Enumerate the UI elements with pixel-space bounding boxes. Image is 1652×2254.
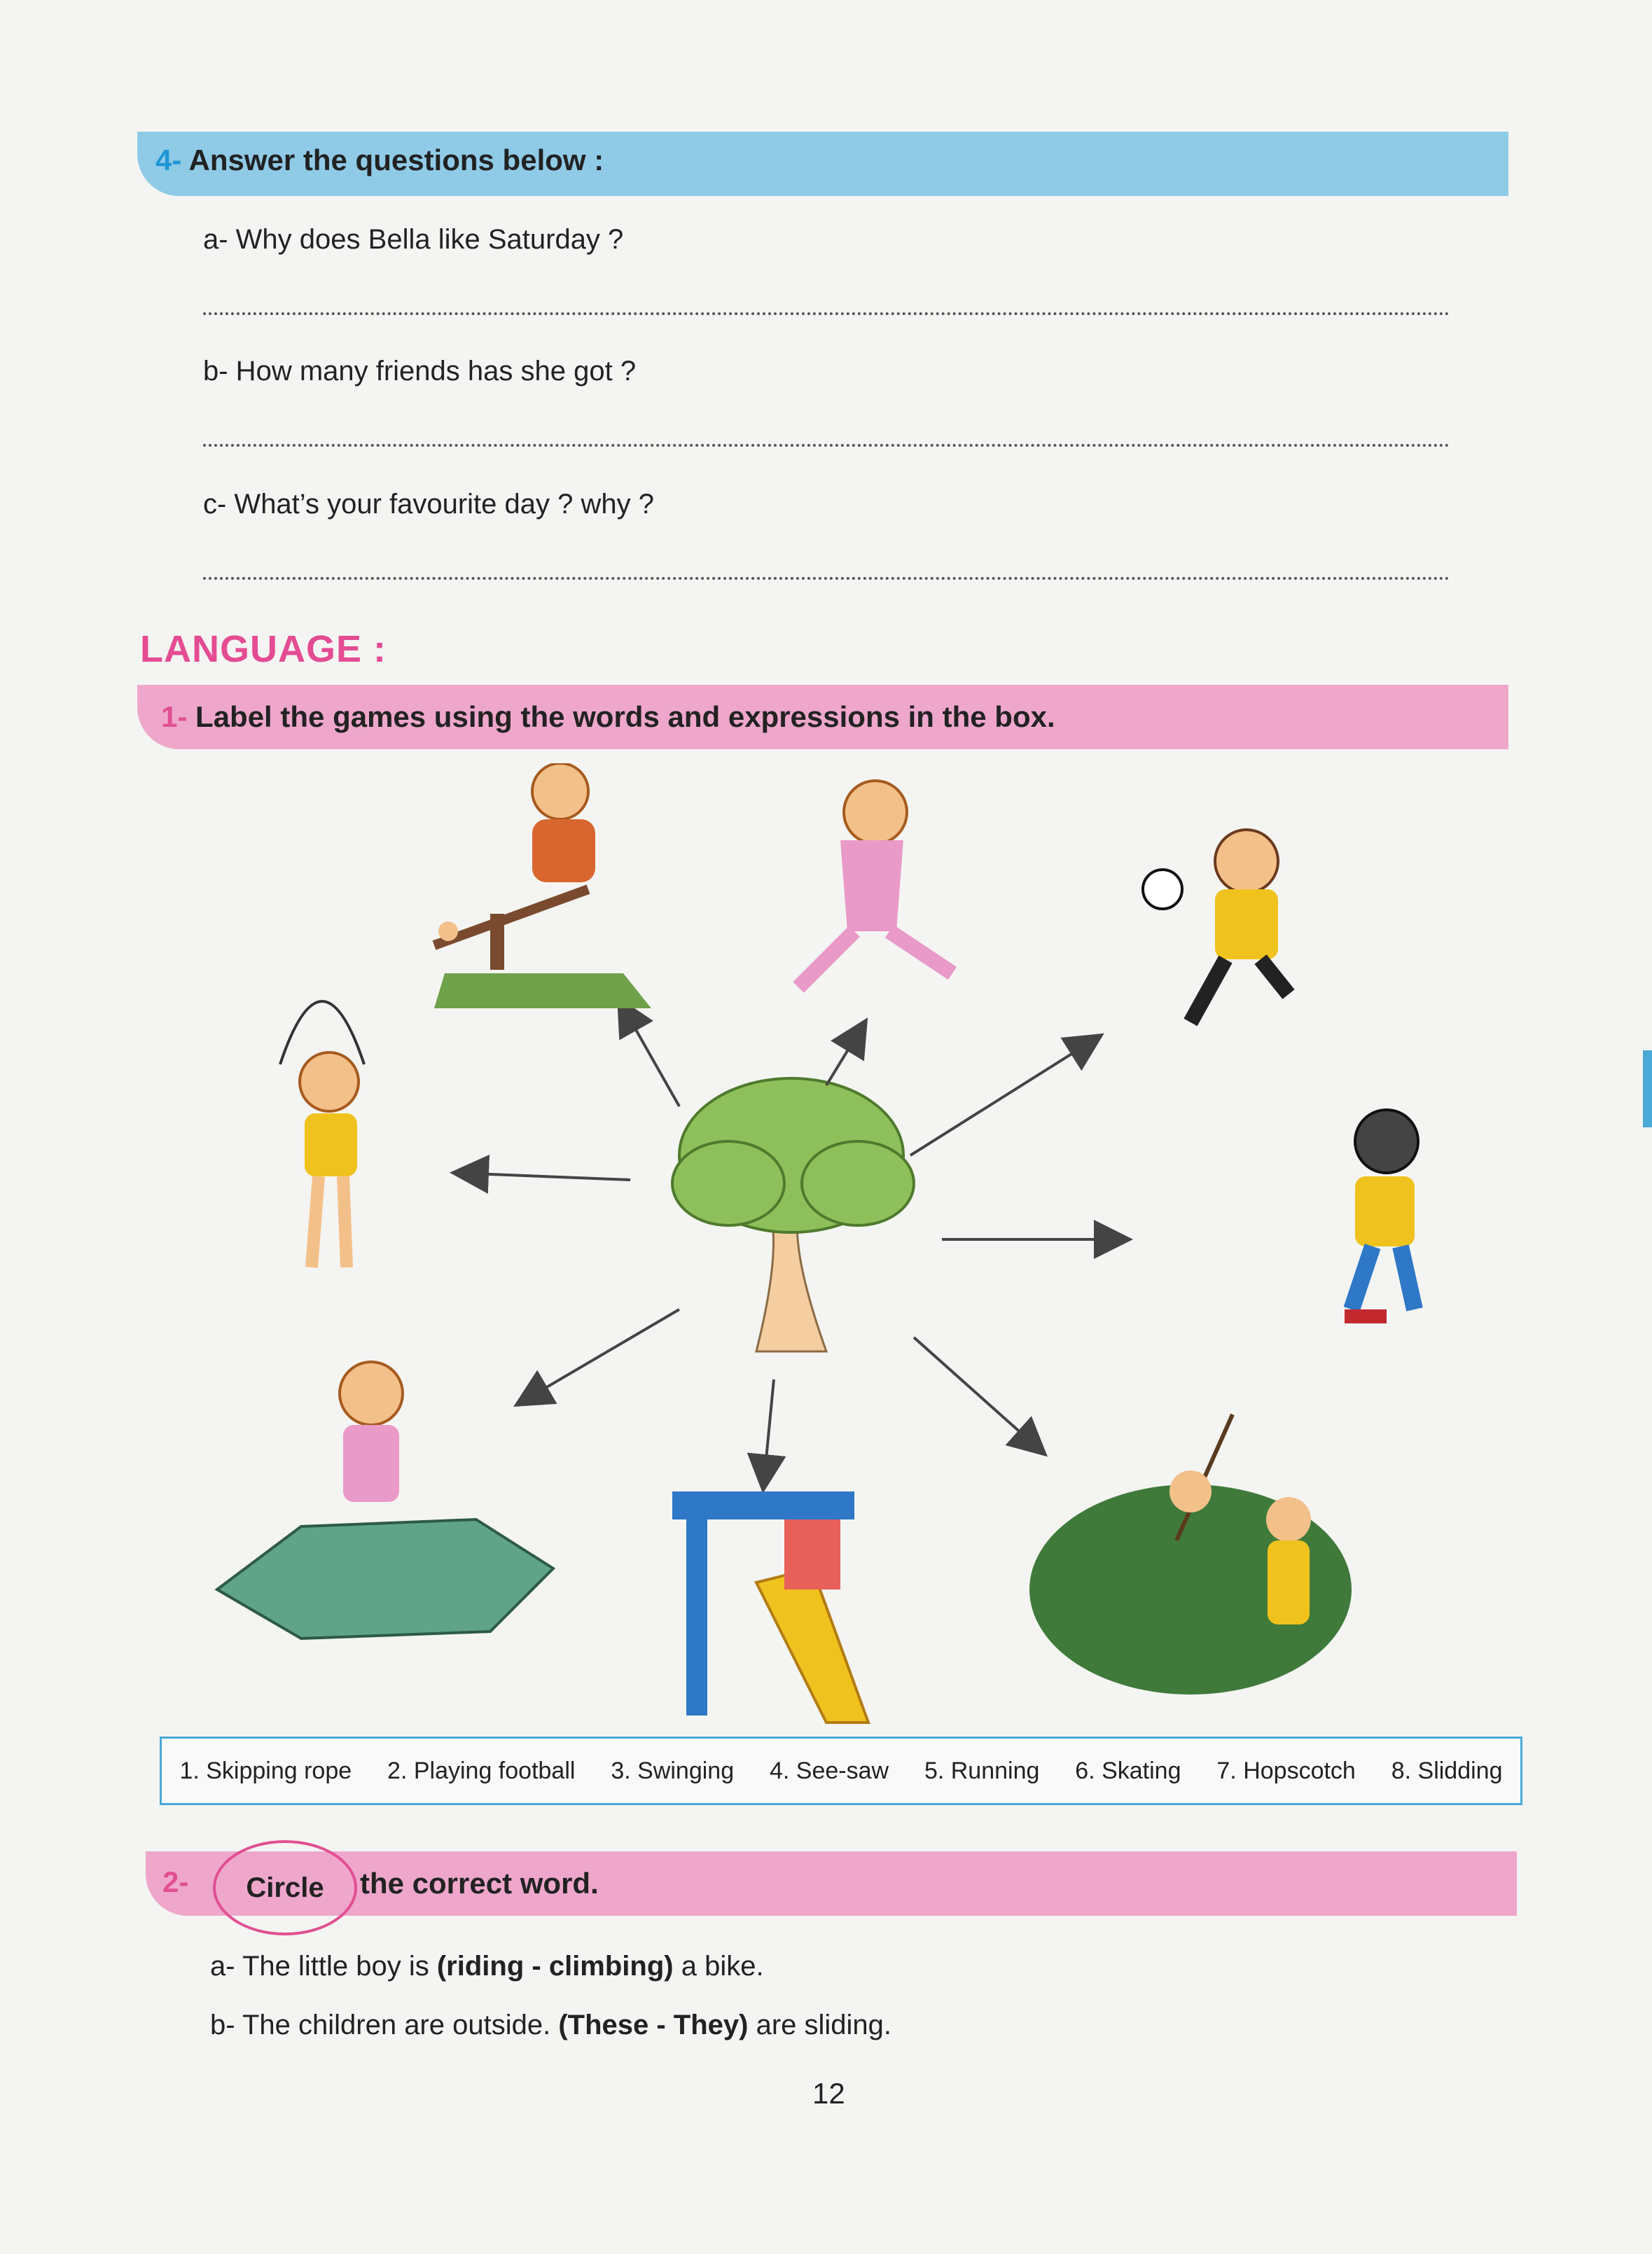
language-heading: LANGUAGE :	[140, 628, 387, 670]
circle-word-badge: Circle	[213, 1840, 357, 1935]
word-option: 7. Hopscotch	[1216, 1757, 1356, 1784]
exercise-4-title	[155, 144, 604, 177]
exercise-4-number: 4-	[155, 144, 182, 176]
word-option: 4. See-saw	[769, 1757, 889, 1784]
word-option: 3. Swinging	[611, 1757, 735, 1784]
running-illustration	[798, 781, 952, 987]
slide-illustration	[672, 1491, 868, 1723]
side-tab	[1643, 1050, 1652, 1127]
sentence-a-start: a- The little boy is	[210, 1951, 437, 1982]
hopscotch-illustration	[217, 1362, 553, 1639]
games-illustration	[196, 763, 1527, 1730]
choice-a[interactable]: (riding - climbing)	[436, 1951, 674, 1982]
question-a: a- Why does Bella like Saturday ?	[203, 224, 624, 255]
exercise-4-title-text: Answer the questions below :	[188, 144, 604, 176]
swing-illustration	[1029, 1414, 1352, 1695]
word-option: 2. Playing football	[387, 1757, 576, 1784]
sentence-b-start: b- The children are outside.	[210, 2010, 559, 2040]
answer-line-a[interactable]	[203, 312, 1450, 315]
word-option: 8. Slidding	[1391, 1757, 1503, 1784]
sentence-b-end: are sliding.	[748, 2010, 892, 2040]
skating-illustration	[1345, 1110, 1418, 1323]
sentence-a-end: a bike.	[673, 1951, 764, 1982]
question-b: b- How many friends has she got ?	[203, 356, 637, 387]
see-saw-illustration	[434, 763, 651, 1008]
football-illustration	[1143, 830, 1289, 1022]
answer-line-c[interactable]	[203, 577, 1450, 580]
word-option: 5. Running	[924, 1757, 1040, 1784]
exercise-2-number: 2-	[162, 1865, 189, 1898]
exercise-1-title	[161, 700, 1055, 734]
word-option: 6. Skating	[1075, 1757, 1181, 1784]
exercise-1-title-text: Label the games using the words and expressions in the box.	[195, 700, 1055, 733]
exercise-1-number: 1-	[161, 700, 188, 733]
tree-illustration	[672, 1078, 914, 1351]
sentence-b	[210, 2010, 891, 2041]
word-option: 1. Skipping rope	[179, 1757, 352, 1784]
choice-b[interactable]: (These - They)	[558, 2010, 749, 2040]
sentence-a	[210, 1951, 764, 1982]
answer-line-b[interactable]	[203, 444, 1450, 447]
word-box	[160, 1737, 1522, 1805]
page-number: 12	[812, 2077, 845, 2110]
question-c: c- What’s your favourite day ? why ?	[203, 489, 654, 520]
exercise-2-title-text: the correct word.	[360, 1867, 599, 1900]
skipping-rope-illustration	[280, 1001, 364, 1267]
